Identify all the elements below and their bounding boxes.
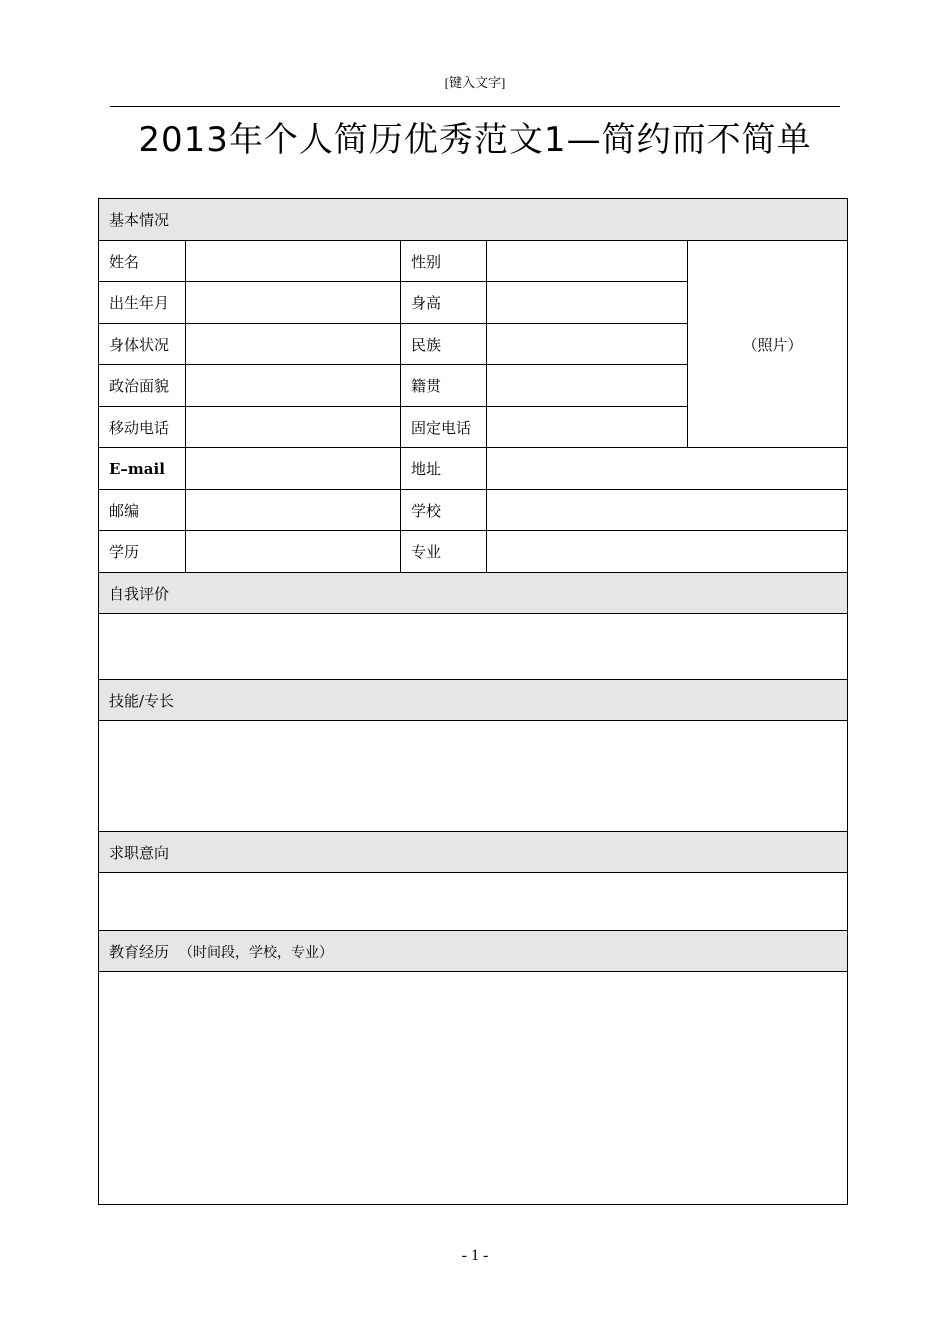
label-landline: 固定电话 — [401, 407, 487, 448]
value-name[interactable] — [186, 241, 401, 282]
resume-table — [98, 198, 848, 1205]
label-postcode: 邮编 — [99, 490, 186, 531]
label-ethnicity: 民族 — [401, 324, 487, 365]
label-name: 姓名 — [99, 241, 186, 282]
job-intent-content[interactable] — [99, 873, 848, 931]
value-health[interactable] — [186, 324, 401, 365]
skills-content[interactable] — [99, 721, 848, 832]
section-self-evaluation: 自我评价 — [99, 573, 848, 614]
value-degree[interactable] — [186, 531, 401, 573]
education-heading: 教育经历 — [109, 942, 170, 961]
value-gender[interactable] — [487, 241, 688, 282]
value-address[interactable] — [487, 448, 848, 490]
value-landline[interactable] — [487, 407, 688, 448]
label-address: 地址 — [401, 448, 487, 490]
page-header: [键入文字] — [444, 75, 506, 90]
label-gender: 性别 — [401, 241, 487, 282]
section-job-intent: 求职意向 — [99, 832, 848, 873]
education-note: （时间段，学校，专业） — [179, 944, 334, 961]
header-rule — [110, 106, 840, 107]
value-birth[interactable] — [186, 282, 401, 324]
label-email: E–mail — [99, 448, 186, 490]
self-evaluation-content[interactable] — [99, 614, 848, 680]
value-school[interactable] — [487, 490, 848, 531]
label-mobile: 移动电话 — [99, 407, 186, 448]
section-education — [99, 931, 848, 972]
label-birth: 出生年月 — [99, 282, 186, 324]
label-origin: 籍贯 — [401, 365, 487, 407]
document-title: 2013年个人简历优秀范文1—简约而不简单 — [138, 120, 812, 160]
photo-cell[interactable]: （照片） — [688, 241, 848, 448]
value-email[interactable] — [186, 448, 401, 490]
page-number: - 1 - — [461, 1247, 489, 1264]
section-skills: 技能/专长 — [99, 680, 848, 721]
value-political[interactable] — [186, 365, 401, 407]
value-origin[interactable] — [487, 365, 688, 407]
label-height: 身高 — [401, 282, 487, 324]
label-health: 身体状况 — [99, 324, 186, 365]
section-basic-info: 基本情况 — [99, 199, 848, 241]
label-major: 专业 — [401, 531, 487, 573]
value-height[interactable] — [487, 282, 688, 324]
value-major[interactable] — [487, 531, 848, 573]
value-mobile[interactable] — [186, 407, 401, 448]
label-school: 学校 — [401, 490, 487, 531]
label-political: 政治面貌 — [99, 365, 186, 407]
value-postcode[interactable] — [186, 490, 401, 531]
label-degree: 学历 — [99, 531, 186, 573]
education-content[interactable] — [99, 972, 848, 1205]
value-ethnicity[interactable] — [487, 324, 688, 365]
